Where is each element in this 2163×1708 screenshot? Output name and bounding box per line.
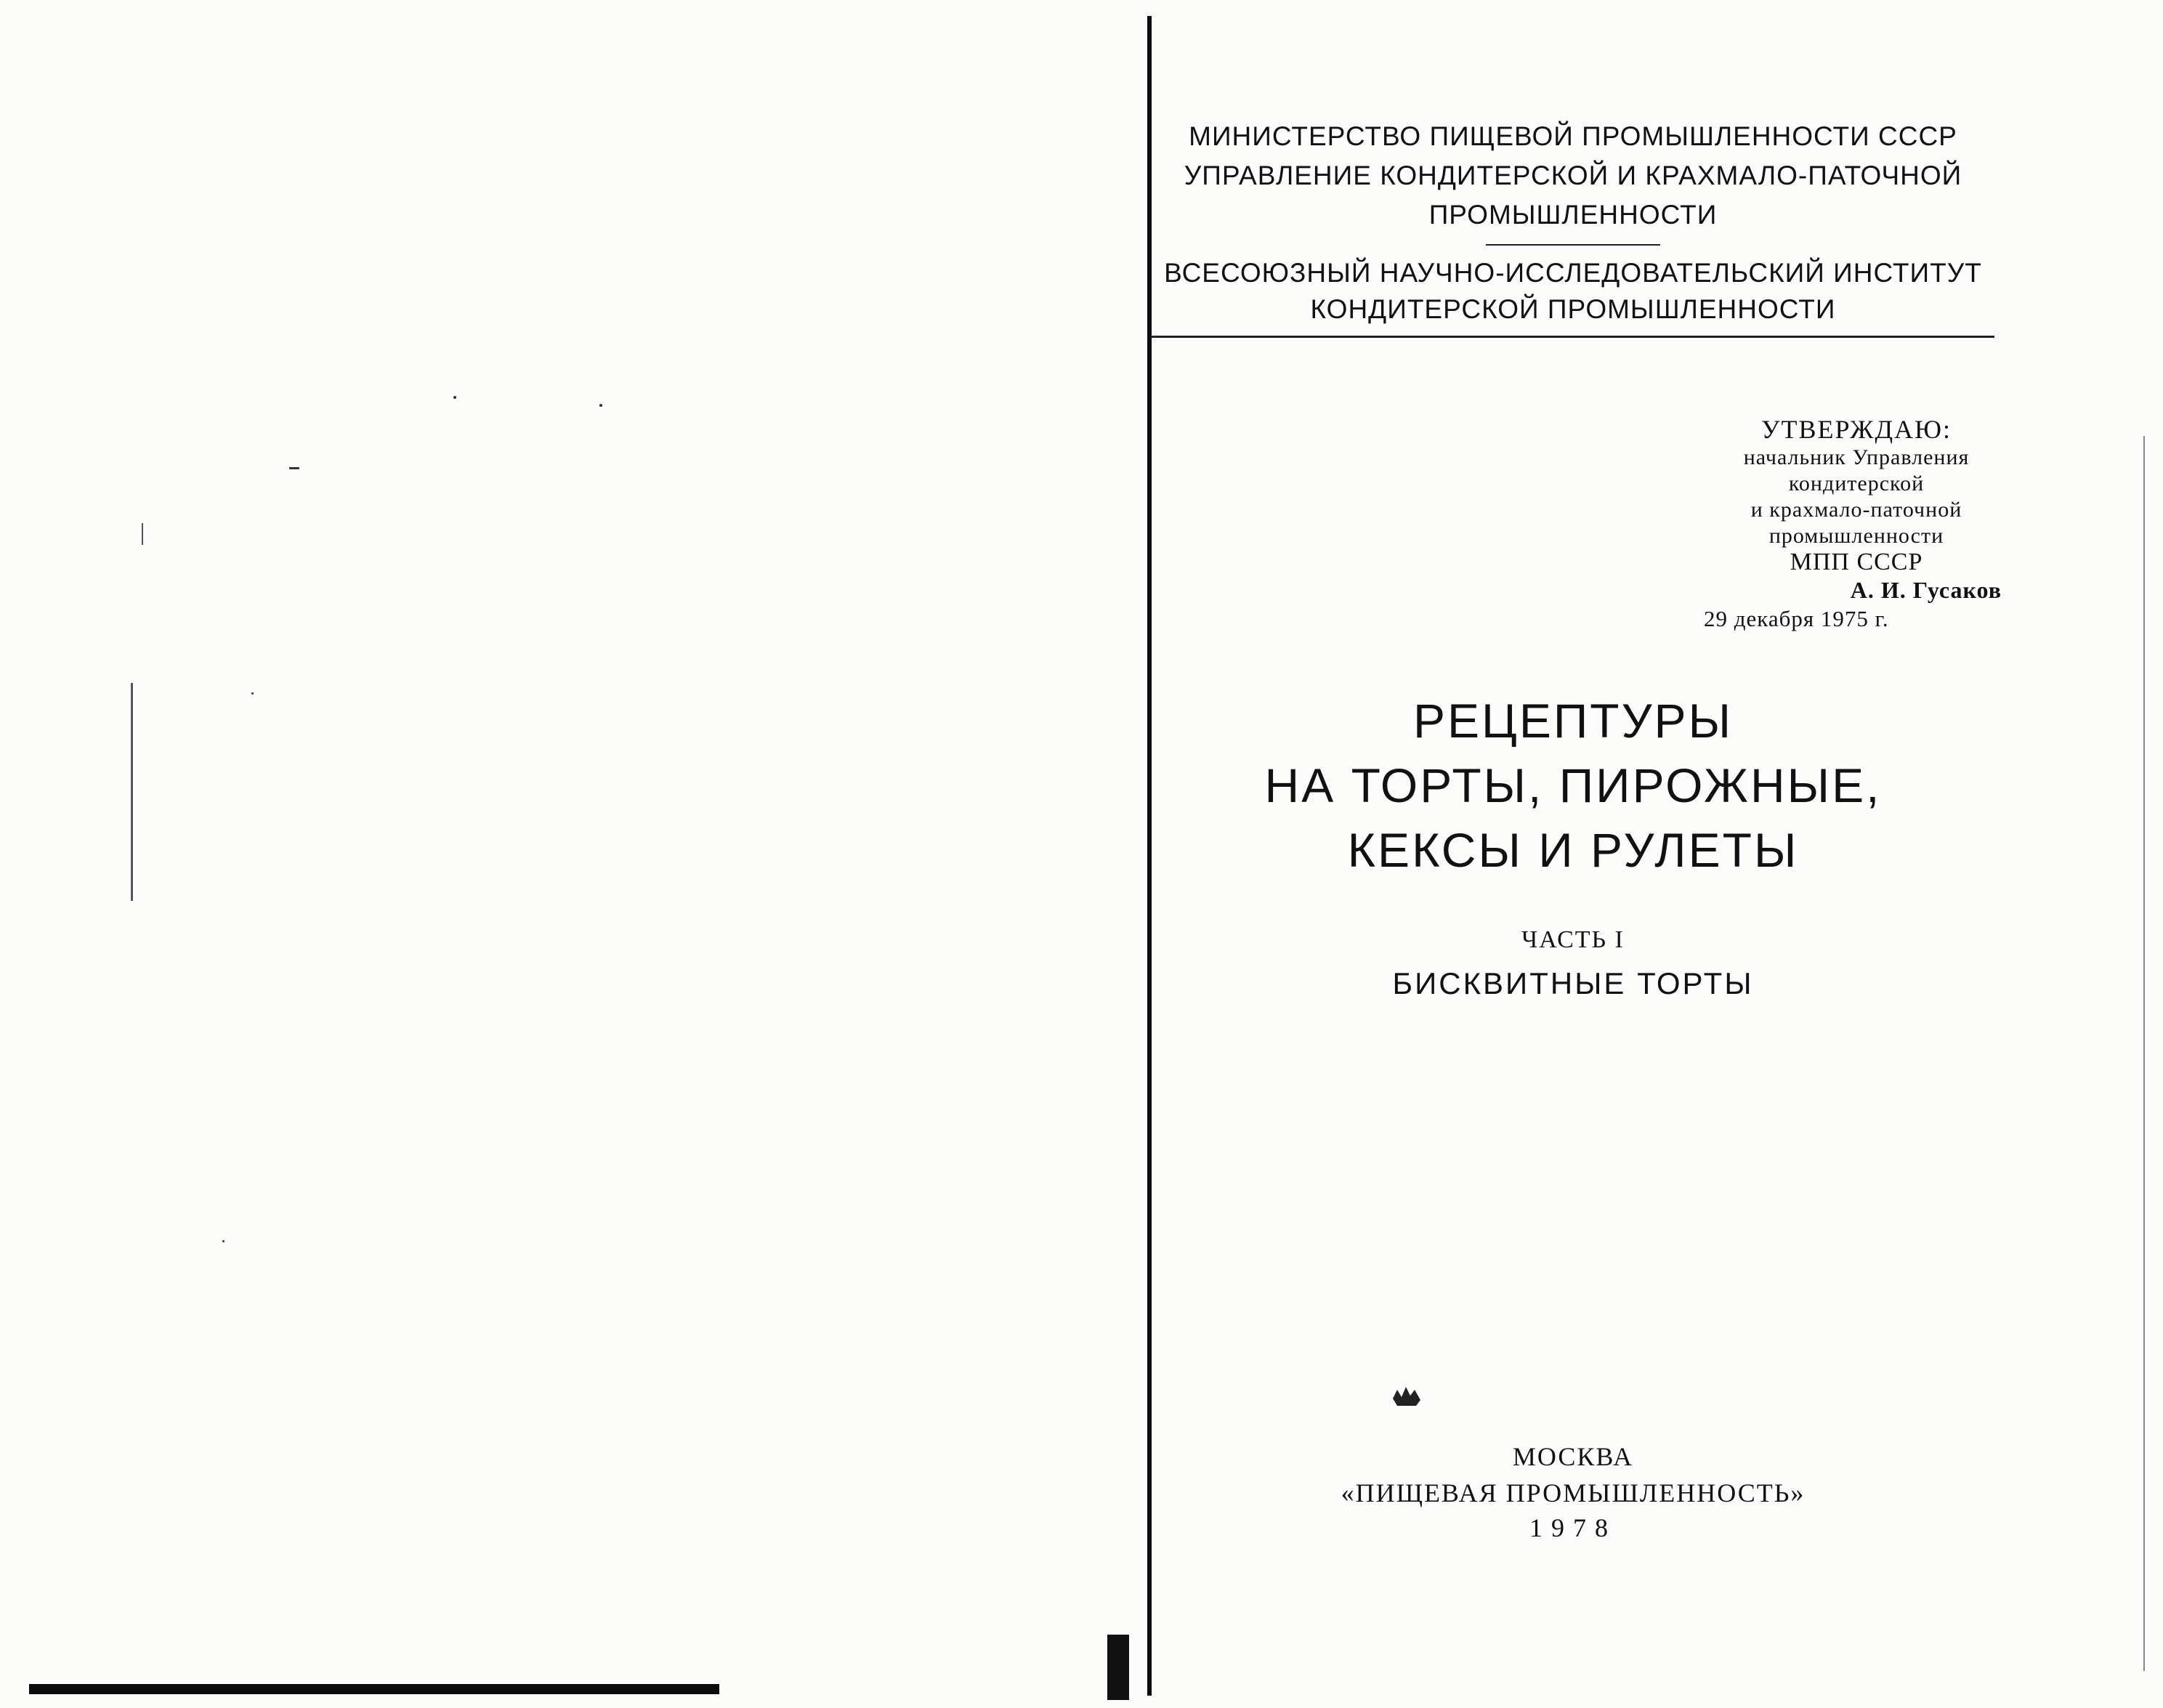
approval-signatory: А. И. Гусаков: [1850, 577, 2002, 603]
imprint-city: МОСКВА: [1512, 1442, 1634, 1471]
title-page: [1152, 0, 2163, 1708]
dust-speck: [289, 467, 299, 469]
dust-speck: [251, 692, 254, 695]
part-title: БИСКВИТНЫЕ ТОРТЫ: [1392, 966, 1754, 1000]
approval-line: кондитерской: [1788, 471, 1925, 495]
dust-speck: [599, 404, 602, 407]
approval-line: и крахмало-паточной: [1750, 498, 1962, 522]
publisher-emblem-icon: [1390, 1384, 1423, 1409]
approval-heading: УТВЕРЖДАЮ:: [1760, 415, 1952, 444]
dust-speck: [222, 1240, 225, 1242]
spine-shadow: [1107, 1635, 1129, 1700]
institute-line-1: ВСЕСОЮЗНЫЙ НАУЧНО-ИССЛЕДОВАТЕЛЬСКИЙ ИНСТИТУТ: [1164, 258, 1982, 288]
book-title-line-3: КЕКСЫ И РУЛЕТЫ: [1347, 823, 1799, 877]
approval-line: промышленности: [1768, 524, 1944, 548]
approval-block: [1689, 414, 2023, 634]
approval-line: начальник Управления: [1743, 445, 1970, 469]
directorate-line-1: УПРАВЛЕНИЕ КОНДИТЕРСКОЙ И КРАХМАЛО-ПАТОЧНОЙ: [1184, 161, 1962, 190]
header-divider: [1152, 336, 1994, 338]
part-label: ЧАСТЬ I: [1521, 926, 1625, 953]
page-edge-mark: [142, 523, 143, 545]
ministry-line: МИНИСТЕРСТВО ПИЩЕВОЙ ПРОМЫШЛЕННОСТИ СССР: [1189, 121, 1957, 151]
directorate-line-2: ПРОМЫШЛЕННОСТИ: [1428, 200, 1718, 230]
book-title-line-2: НА ТОРТЫ, ПИРОЖНЫЕ,: [1264, 758, 1882, 812]
imprint-publisher: «ПИЩЕВАЯ ПРОМЫШЛЕННОСТЬ»: [1341, 1478, 1806, 1507]
book-title-line-1: РЕЦЕПТУРЫ: [1412, 694, 1733, 748]
dust-speck: [453, 396, 456, 399]
imprint-year: 1978: [1529, 1513, 1617, 1542]
approval-date: 29 декабря 1975 г.: [1704, 606, 1889, 631]
scan-edge-bar: [29, 1684, 719, 1694]
approval-line: МПП СССР: [1790, 549, 1923, 575]
page-edge-mark: [131, 683, 133, 901]
institute-line-2: КОНДИТЕРСКОЙ ПРОМЫШЛЕННОСТИ: [1310, 294, 1836, 324]
short-divider: [1486, 244, 1660, 246]
